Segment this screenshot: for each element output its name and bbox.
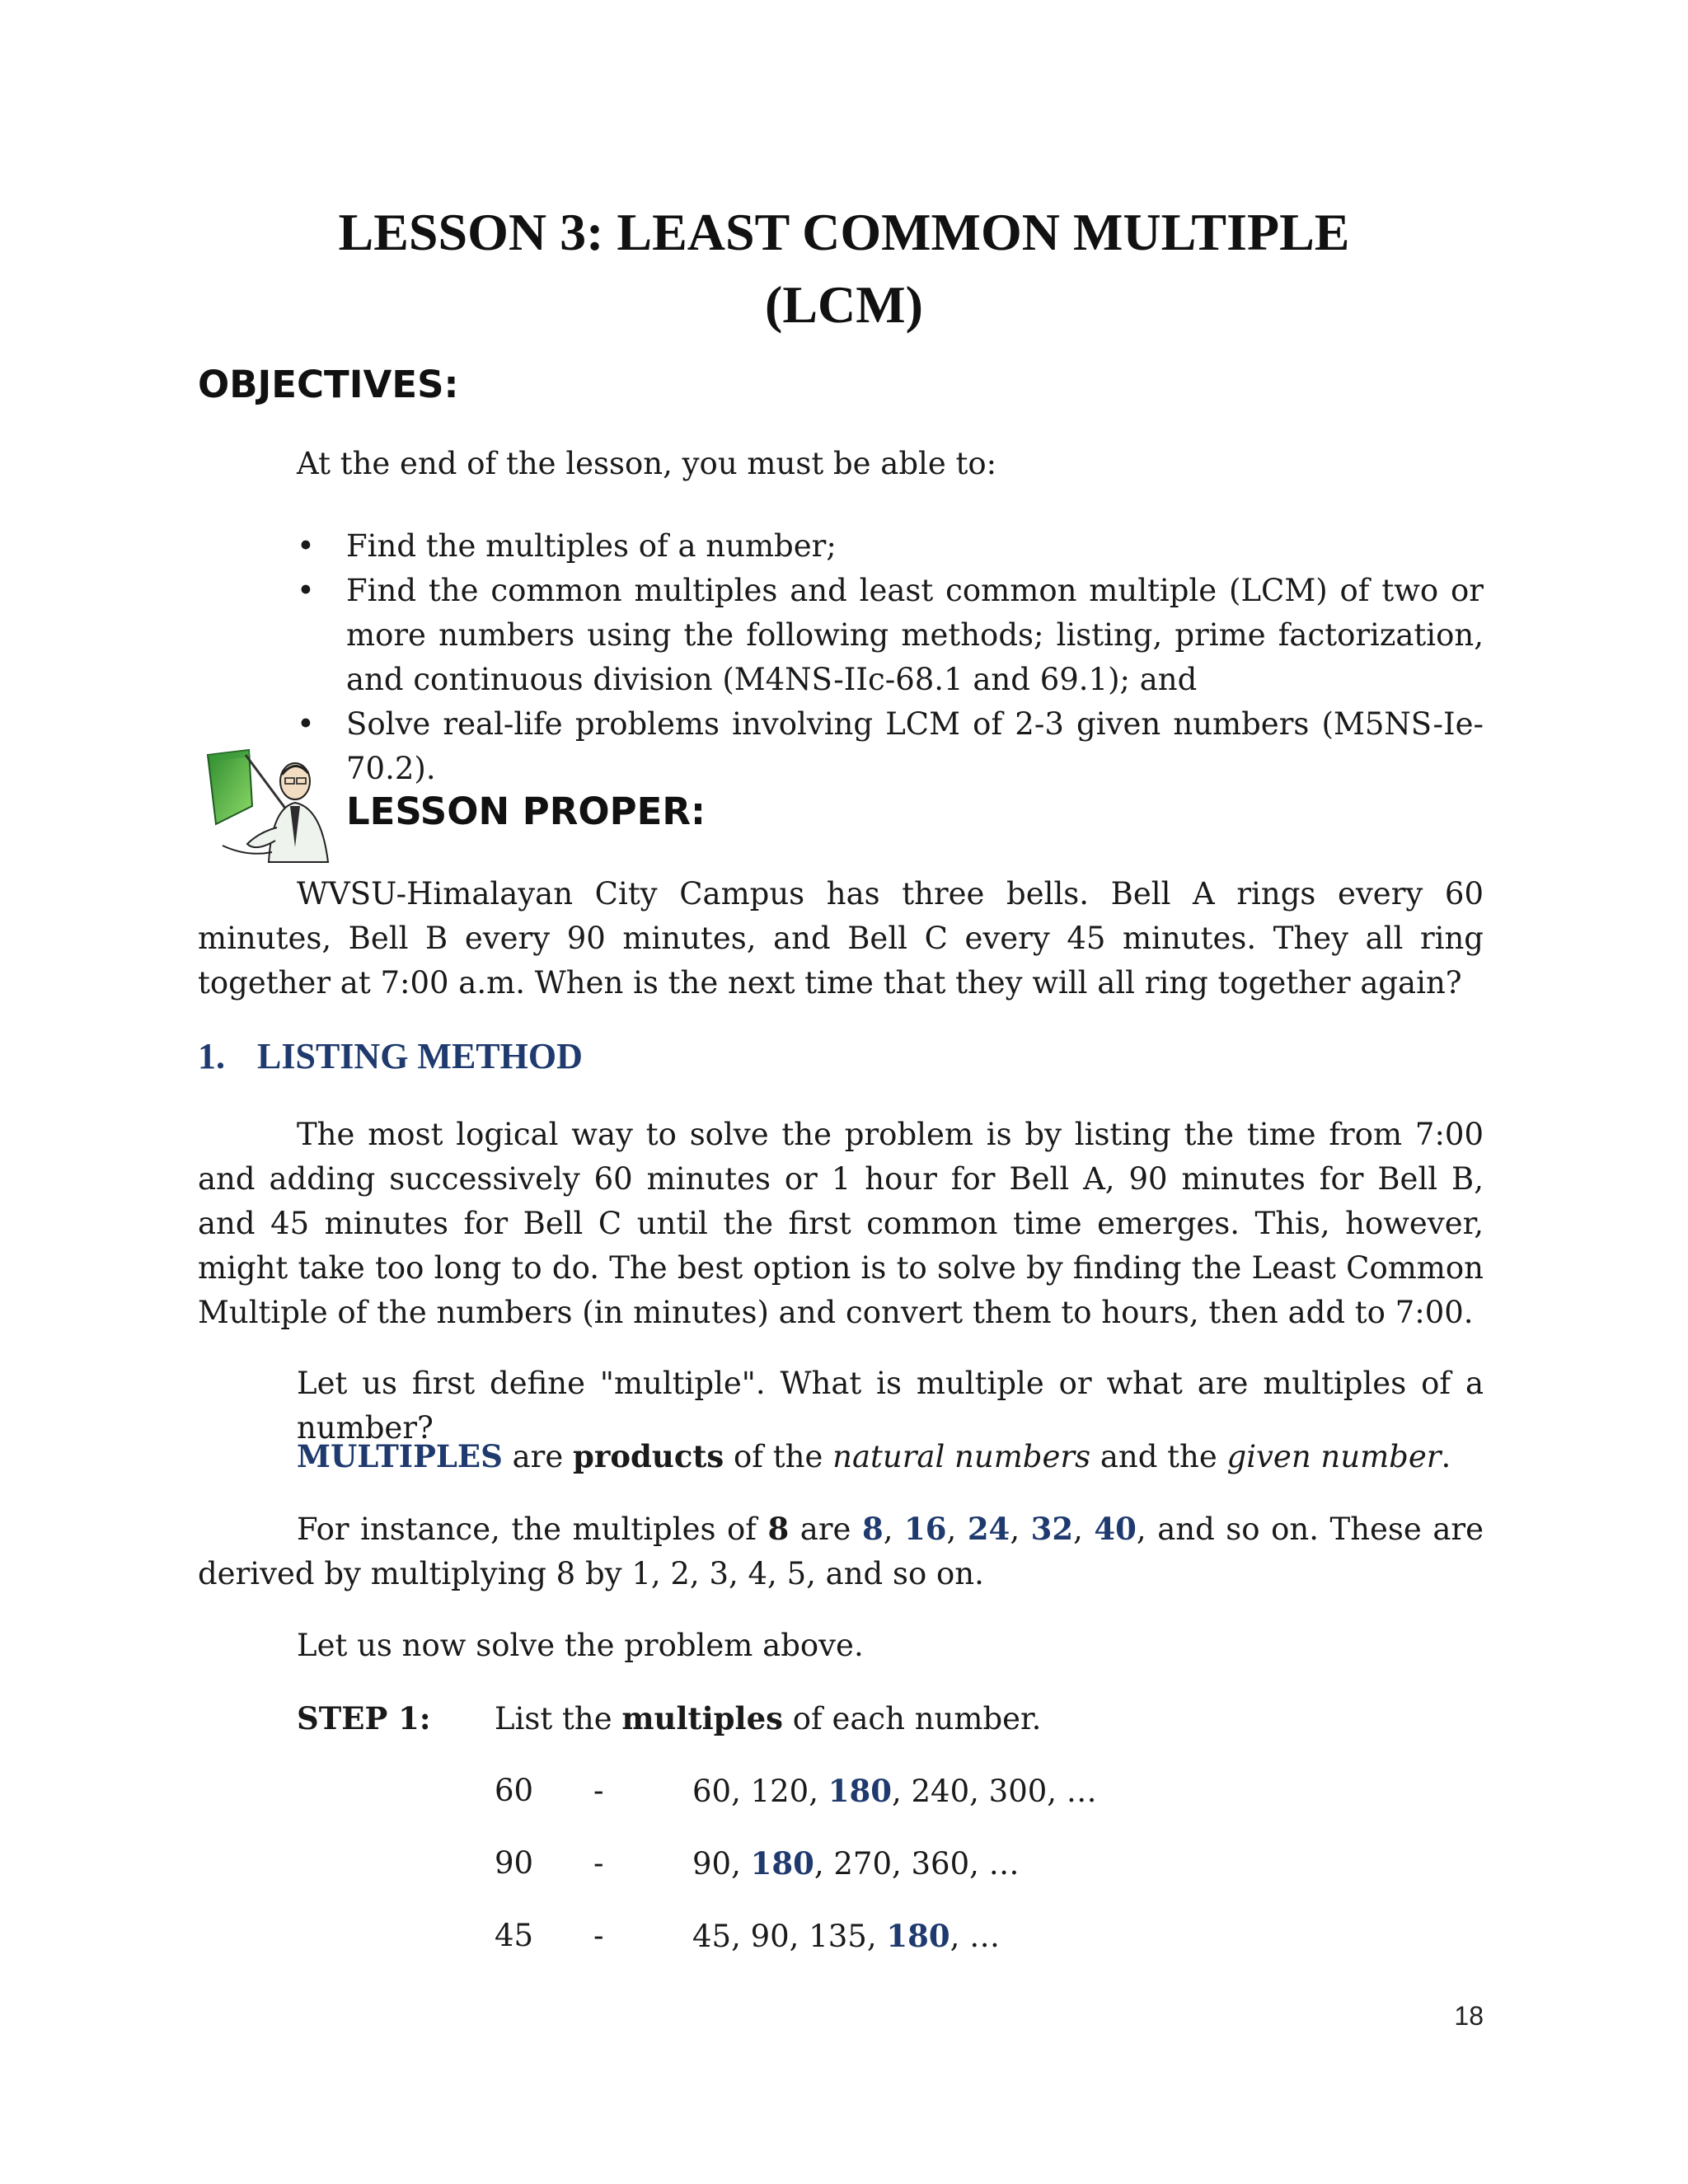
lesson-title xyxy=(0,196,1688,341)
lesson-proper-heading: LESSON PROPER: xyxy=(346,790,706,833)
text-run: 60, 120, xyxy=(692,1774,828,1809)
row-dash: - xyxy=(593,1918,604,1953)
example-multiple: 24 xyxy=(967,1511,1010,1547)
text-run: . xyxy=(1441,1439,1451,1474)
text-run: , xyxy=(1010,1511,1031,1547)
text-run: 90, xyxy=(692,1846,751,1882)
solve-intro: Let us now solve the problem above. xyxy=(297,1628,864,1663)
common-multiple: 180 xyxy=(828,1773,892,1809)
page-number: 18 xyxy=(1454,2001,1484,2031)
row-multiples xyxy=(692,1841,1020,1886)
term-given-number: given number xyxy=(1226,1439,1442,1474)
text-run: and the xyxy=(1090,1439,1227,1474)
text-run: , 240, 300, … xyxy=(891,1774,1097,1809)
text-run: , xyxy=(1073,1511,1095,1547)
common-multiple: 180 xyxy=(750,1845,814,1882)
text-run: List the xyxy=(495,1701,622,1736)
objectives-intro: At the end of the lesson, you must be able to: xyxy=(297,446,997,481)
example-multiple: 8 xyxy=(861,1511,884,1547)
text-run: of the xyxy=(724,1439,833,1474)
example-multiple: 40 xyxy=(1094,1511,1137,1547)
text-run: are xyxy=(789,1511,862,1547)
row-multiples xyxy=(692,1769,1097,1814)
text-run: are xyxy=(502,1439,573,1474)
row-number: 60 xyxy=(495,1773,534,1808)
section-title: LISTING METHOD xyxy=(257,1036,583,1076)
row-number: 90 xyxy=(495,1845,534,1881)
row-multiples xyxy=(692,1914,1000,1959)
objectives-heading: OBJECTIVES: xyxy=(198,363,459,406)
text-run: For instance, the multiples of xyxy=(297,1511,768,1547)
term-multiples: MULTIPLES xyxy=(297,1438,503,1474)
common-multiple: 180 xyxy=(886,1918,950,1954)
section-number: 1. xyxy=(198,1036,225,1076)
lesson-title-line1: LESSON 3: LEAST COMMON MULTIPLE xyxy=(338,203,1350,261)
objective-item: • Solve real-life problems involving LCM of 2-3 given numbers (M5NS-Ie-70.2). xyxy=(297,702,1484,791)
step1-label: STEP 1: xyxy=(297,1700,431,1736)
step1-instruction xyxy=(495,1696,1041,1741)
multiples-example xyxy=(198,1507,1484,1596)
text-run: 45, 90, 135, xyxy=(692,1919,887,1954)
multiple-question: Let us first define "multiple". What is multiple or what are multiples of a number? xyxy=(297,1366,1484,1446)
objective-item: • Find the common multiples and least common multiple (LCM) of two or more numbers using the following methods; listing, prime factorization, and continuous division (M4NS-IIc-68.1 and 69.1); and xyxy=(297,569,1484,702)
text-run: , … xyxy=(950,1919,1001,1954)
text-run: , xyxy=(883,1511,905,1547)
text-run: , xyxy=(946,1511,968,1547)
row-dash: - xyxy=(593,1845,604,1881)
term-natural-numbers: natural numbers xyxy=(832,1439,1091,1474)
text-run: , and so on. These are derived by multiplying 8 by 1, 2, 3, 4, 5, and so on. xyxy=(198,1511,1484,1591)
text-run: , 270, 360, … xyxy=(814,1846,1020,1882)
example-multiple: 32 xyxy=(1030,1511,1074,1547)
multiples-definition xyxy=(297,1434,1484,1479)
listing-method-paragraph: The most logical way to solve the problem is by listing the time from 7:00 and adding successively 60 minutes or 1 hour for Bell A, 90 minutes for Bell B, and 45 minutes for Bell C until the first common time emerges. This, however, might take too long to do. The best option is to solve by finding the Least Common Multiple of the numbers (in minutes) and convert them to hours, then add to 7:00. xyxy=(198,1117,1484,1330)
term-multiples-bold: multiples xyxy=(621,1700,783,1736)
term-products: products xyxy=(573,1438,724,1474)
problem-paragraph: WVSU-Himalayan City Campus has three bells. Bell A rings every 60 minutes, Bell B every 90 minutes, and Bell C every 45 minutes. They all ring together at 7:00 a.m. When is the next time that they will all ring together again? xyxy=(198,876,1484,1001)
lesson-title-line2: (LCM) xyxy=(765,275,923,334)
text-run: of each number. xyxy=(782,1701,1042,1736)
row-dash: - xyxy=(593,1773,604,1808)
objective-item: • Find the multiples of a number; xyxy=(297,524,1484,569)
row-number: 45 xyxy=(495,1918,534,1953)
example-number: 8 xyxy=(767,1511,790,1547)
example-multiple: 16 xyxy=(904,1511,947,1547)
listing-method-heading xyxy=(198,1035,583,1077)
teacher-pointing-board-icon xyxy=(198,748,338,864)
objectives-list xyxy=(297,524,1484,791)
